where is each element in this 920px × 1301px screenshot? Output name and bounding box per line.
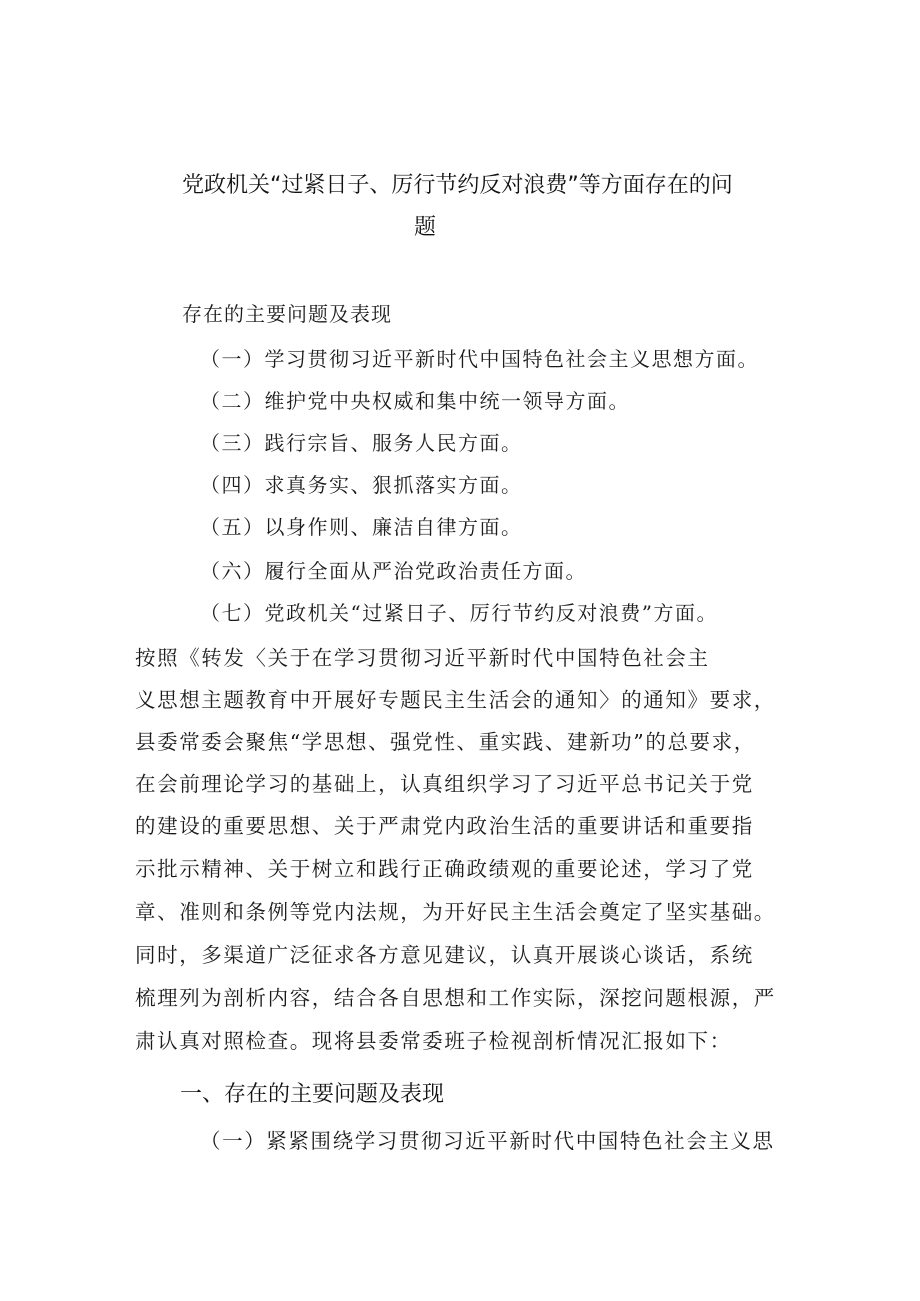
heading-level-one: 一、存在的主要问题及表现 [180, 1082, 445, 1107]
list-item: （五）以身作则、廉洁自律方面。 [200, 515, 523, 539]
paragraph-line: 按照《转发〈关于在学习贯彻习近平新时代中国特色社会主 [135, 646, 710, 670]
document-title-line-2: 题 [414, 215, 437, 240]
document-title-line-1: 党政机关“过紧日子、厉行节约反对浪费”等方面存在的问 [182, 173, 733, 198]
list-item: （一）学习贯彻习近平新时代中国特色社会主义思想方面。 [200, 347, 759, 371]
list-item: （二）维护党中央权威和集中统一领导方面。 [200, 389, 630, 413]
paragraph-line: 梳理列为剖析内容，结合各自思想和工作实际，深挖问题根源，严 [135, 986, 776, 1010]
paragraph-line: 肃认真对照检查。现将县委常委班子检视剖析情况汇报如下： [135, 1029, 732, 1053]
paragraph-line: 的建设的重要思想、关于严肃党内政治生活的重要讲话和重要指 [135, 814, 754, 838]
paragraph-line: 同时，多渠道广泛征求各方意见建议，认真开展谈心谈话，系统 [135, 943, 754, 967]
paragraph-line: 示批示精神、关于树立和践行正确政绩观的重要论述，学习了党 [135, 857, 754, 881]
list-item: （三）践行宗旨、服务人民方面。 [200, 431, 523, 455]
list-item: （六）履行全面从严治党政治责任方面。 [200, 559, 587, 583]
subsection-line: （一）紧紧围绕学习贯彻习近平新时代中国特色社会主义思 [200, 1129, 775, 1153]
section-heading: 存在的主要问题及表现 [182, 302, 392, 326]
list-item: （七）党政机关“过紧日子、厉行节约反对浪费”方面。 [200, 601, 718, 625]
paragraph-line: 在会前理论学习的基础上，认真组织学习了习近平总书记关于党 [135, 772, 754, 796]
paragraph-line: 县委常委会聚焦“学思想、强党性、重实践、建新功”的总要求， [135, 730, 756, 754]
paragraph-line: 章、准则和条例等党内法规，为开好民主生活会奠定了坚实基础。 [135, 900, 776, 924]
paragraph-line: 义思想主题教育中开展好专题民主生活会的通知〉的通知》要求， [135, 688, 776, 712]
list-item: （四）求真务实、狠抓落实方面。 [200, 473, 523, 497]
